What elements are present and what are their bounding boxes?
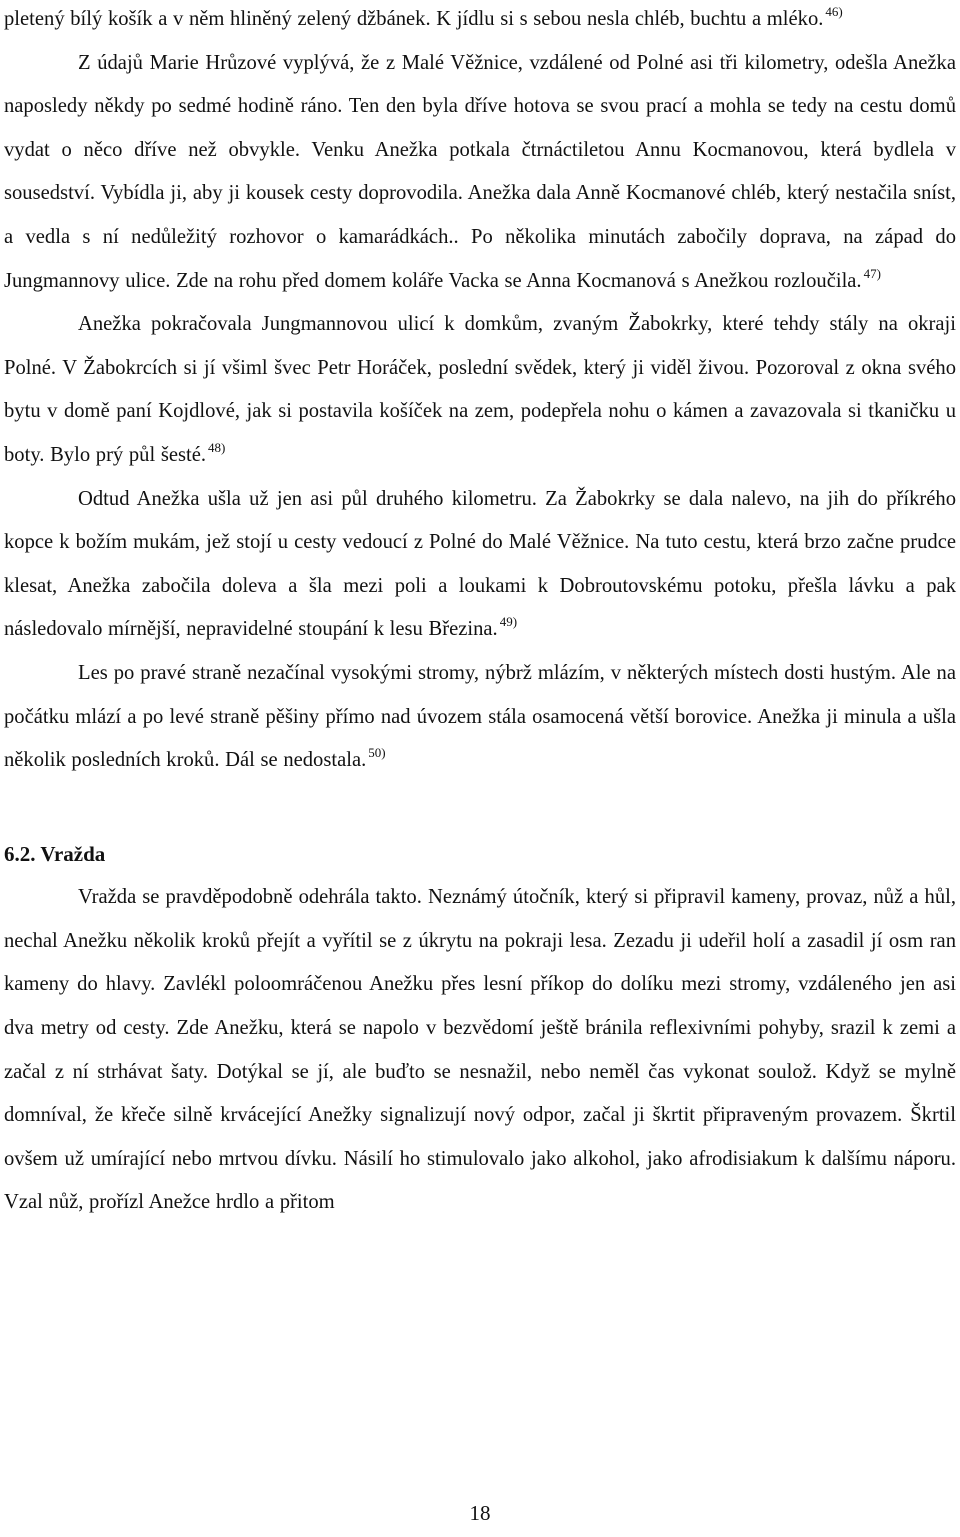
paragraph-text: pletený bílý košík a v něm hliněný zelený džbánek. K jídlu si s sebou nesla chléb, buchtu a mléko. bbox=[4, 8, 824, 30]
document-page bbox=[4, 0, 956, 1225]
footnote-ref: 47) bbox=[863, 265, 881, 281]
footnote-ref: 48) bbox=[208, 439, 226, 455]
section-heading: 6.2. Vražda bbox=[4, 841, 106, 866]
paragraph-text: Odtud Anežka ušla už jen asi půl druhého kilometru. Za Žabokrky se dala nalevo, na jih do příkrého kopce k božím mukám, jež stojí u cesty vedoucí z Polné do Malé Věžnice. Na tuto cestu, která brzo začne prudce klesat, Anežka zabočila doleva a šla mezi poli a loukami k Dobroutovskému potoku, přešla lávku a pak následovalo mírnější, nepravidelné stoupání k lesu Březina. bbox=[4, 487, 956, 641]
paragraph-text: Vražda se pravděpodobně odehrála takto. Neznámý útočník, který si připravil kameny, provaz, nůž a hůl, nechal Anežku několik kroků přejít a vyřítil se z úkrytu na pokraji lesa. Zezadu ji udeřil holí a zasadil jí osm ran kameny do hlavy. Zavlékl poloomráčenou Anežku přes lesní příkop do dolíku mezi stromy, vzdáleného jen asi dva metry od cesty. Zde Anežku, která se napolo v bezvědomí ještě bránila reflexivními pohyby, srazil k zemi a začal z ní strhávat šaty. Dotýkal se jí, ale buďto se nesnažil, nebo neměl čas vykonat soulož. Když se mylně domníval, že křeče silně krvácející Anežky signalizují nový odpor, začal ji škrtit připraveným provazem. Škrtil ovšem už umírající nebo mrtvou dívku. Násilí ho stimulovalo jako alkohol, jako afrodisiakum k dalšímu náporu. Vzal nůž, prořízl Anežce hrdlo a přitom bbox=[4, 886, 956, 1214]
paragraph-murder bbox=[4, 876, 956, 1225]
paragraph-forest bbox=[4, 652, 956, 783]
paragraph-text: Anežka pokračovala Jungmannovou ulicí k domkům, zvaným Žabokrky, které tehdy stály na okraji Polné. V Žabokrcích si jí všiml švec Petr Horáček, poslední svědek, který ji viděl živou. Pozoroval z okna svého bytu v domě paní Kojdlové, jak si postavila košíček na zem, podepřela nohu o kámen a zavazovala si tkaničku u boty. Bylo prý půl šesté. bbox=[4, 313, 956, 466]
paragraph-text: Les po pravé straně nezačínal vysokými stromy, nýbrž mlázím, v některých místech dosti hustým. Ale na počátku mlází a po levé straně pěšiny přímo nad úvozem stála osamocená větší borovice. Anežka ji minula a ušla několik posledních kroků. Dál se nedostala. bbox=[4, 661, 956, 772]
footnote-ref: 50) bbox=[368, 745, 386, 761]
paragraph-zabokrky bbox=[4, 303, 956, 477]
section-gap bbox=[4, 783, 956, 833]
paragraph-continuation bbox=[4, 0, 956, 42]
paragraph-route bbox=[4, 478, 956, 652]
footnote-ref: 49) bbox=[499, 614, 518, 630]
page-number: 18 bbox=[469, 1501, 491, 1525]
paragraph-text: Z údajů Marie Hrůzové vyplývá, že z Malé Věžnice, vzdálené od Polné asi tři kilometry, odešla Anežka naposledy někdy po sedmé hodině ráno. Ten den byla dříve hotova se svou prací a mohla se tedy na cestu domů vydat o něco dříve než obvykle. Venku Anežka potkala čtrnáctiletou Annu Kocmanovou, která bydlela v sousedství. Vybídla ji, aby ji kousek cesty doprovodila. Anežka dala Anně Kocmanové chléb, který nestačila sníst, a vedla s ní nedůležitý rozhovor o kamarádkách.. Po několika minutách zabočily doprava, na západ do Jungmannovy ulice. Zde na rohu před domem koláře Vacka se Anna Kocmanová s Anežkou rozloučila. bbox=[4, 51, 956, 292]
paragraph-departure bbox=[4, 42, 956, 304]
footnote-ref: 46) bbox=[825, 4, 843, 19]
